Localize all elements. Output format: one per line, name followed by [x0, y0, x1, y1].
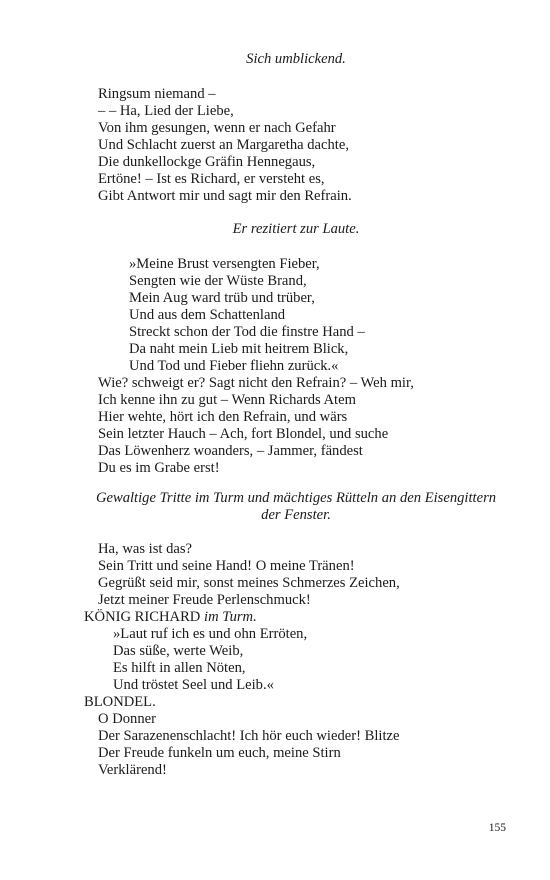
- verse-line: Gegrüßt seid mir, sonst meines Schmerzes Zeichen,: [98, 575, 400, 591]
- verse-line: Die dunkellockge Gräfin Hennegaus,: [98, 154, 316, 170]
- verse-line: Der Freude funkeln um euch, meine Stirn: [98, 745, 341, 761]
- verse-line: Und Schlacht zuerst an Margaretha dachte,: [98, 137, 349, 153]
- speaker-direction: im Turm.: [204, 609, 257, 625]
- speaker-name: BLONDEL.: [84, 694, 156, 710]
- verse-line: Jetzt meiner Freude Perlenschmuck!: [98, 592, 311, 608]
- verse-line: Ich kenne ihn zu gut – Wenn Richards Atem: [98, 392, 356, 408]
- page-number: 155: [488, 822, 506, 834]
- song-line: »Meine Brust versengten Fieber,: [129, 256, 320, 272]
- song-line: Und Tod und Fieber fliehn zurück.«: [129, 358, 339, 374]
- verse-line: Du es im Grabe erst!: [98, 460, 220, 476]
- verse-line: Gibt Antwort mir und sagt mir den Refrain.: [98, 188, 352, 204]
- verse-line: Von ihm gesungen, wenn er nach Gefahr: [98, 120, 336, 136]
- song-line: Da naht mein Lieb mit heitrem Blick,: [129, 341, 349, 357]
- verse-line: O Donner: [98, 711, 156, 727]
- song-line: Das süße, werte Weib,: [113, 643, 244, 659]
- verse-line: Der Sarazenenschlacht! Ich hör euch wieder! Blitze: [98, 728, 400, 744]
- verse-line: Das Löwenherz woanders, – Jammer, fändest: [98, 443, 363, 459]
- verse-line: Wie? schweigt er? Sagt nicht den Refrain? – Weh mir,: [98, 375, 414, 391]
- song-line: Streckt schon der Tod die finstre Hand –: [129, 324, 365, 340]
- song-line: Es hilft in allen Nöten,: [113, 660, 246, 676]
- speaker-name: KÖNIG RICHARD: [84, 609, 201, 625]
- verse-line: – – Ha, Lied der Liebe,: [98, 103, 234, 119]
- stage-direction: der Fenster.: [261, 507, 331, 523]
- verse-line: Sein letzter Hauch – Ach, fort Blondel, und suche: [98, 426, 389, 442]
- verse-line: Ringsum niemand –: [98, 86, 216, 102]
- stage-direction: Sich umblickend.: [246, 51, 346, 67]
- speaker-line: [84, 609, 257, 626]
- song-line: Sengten wie der Wüste Brand,: [129, 273, 307, 289]
- song-line: »Laut ruf ich es und ohn Erröten,: [113, 626, 308, 642]
- stage-direction: Er rezitiert zur Laute.: [232, 221, 360, 237]
- verse-line: Ertöne! – Ist es Richard, er versteht es,: [98, 171, 325, 187]
- verse-line: Sein Tritt und seine Hand! O meine Tränen!: [98, 558, 355, 574]
- song-line: Mein Aug ward trüb und trüber,: [129, 290, 315, 306]
- song-line: Und tröstet Seel und Leib.«: [113, 677, 274, 693]
- stage-direction: Gewaltige Tritte im Turm und mächtiges Rütteln an den Eisengittern: [95, 490, 497, 506]
- song-line: Und aus dem Schattenland: [129, 307, 286, 323]
- verse-line: Hier wehte, hört ich den Refrain, und wärs: [98, 409, 348, 425]
- verse-line: Ha, was ist das?: [98, 541, 193, 557]
- verse-line: Verklärend!: [98, 762, 167, 778]
